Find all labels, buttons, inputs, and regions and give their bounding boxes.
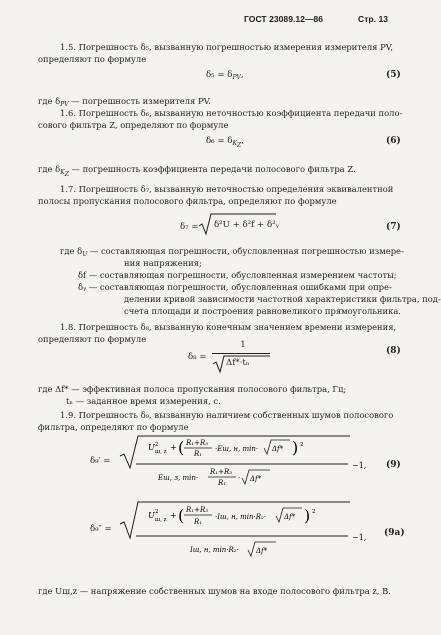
where-9: где Uш,z — напряжение собственных шумов на входе полосового фильтра z, В.	[38, 586, 391, 596]
equation-9a-lhs: δ₉″ =	[90, 524, 112, 534]
svg-text:2: 2	[155, 509, 159, 515]
svg-text:2: 2	[300, 442, 304, 448]
svg-text:(: (	[178, 438, 185, 457]
para-1-5-line1: 1.5. Погрешность δ₅, вызванную погрешностью измерения измерителя PV,	[60, 42, 393, 52]
equation-6: $\delta_6 = \delta_{K_Z}$,	[206, 136, 244, 149]
svg-text:(: (	[178, 506, 185, 525]
where-7-f: δf — составляющая погрешности, обусловленная измерением частоты;	[78, 270, 397, 280]
svg-text:+: +	[170, 443, 177, 452]
equation-8-number: (8)	[386, 346, 401, 356]
svg-text:2: 2	[155, 442, 159, 448]
para-1-8-line1: 1.8. Погрешность δ₈, вызванную конечным значением времени измерения,	[60, 322, 397, 332]
page-number: Стр. 13	[358, 14, 388, 24]
para-1-6-line1: 1.6. Погрешность δ₆, вызванную неточностью коэффициента передачи поло-	[60, 108, 403, 118]
svg-text:Δf*: Δf*	[272, 445, 284, 453]
svg-text:U: U	[148, 443, 155, 452]
para-1-5-line2: определяют по формуле	[38, 54, 147, 64]
equation-8-lhs: δ₈ =	[188, 352, 207, 362]
standard-number: ГОСТ 23089.12—86	[244, 14, 324, 24]
where-7-y-cont2: счета площади и построения равновеликого прямоугольника.	[124, 306, 401, 316]
where-8-t: tₙ — заданное время измерения, с.	[66, 396, 221, 406]
where-5: где $\delta_{PV}$ — погрешность измерителя PV.	[38, 96, 211, 108]
svg-text:R₁+R₃: R₁+R₃	[186, 506, 209, 514]
svg-text:ш, z: ш, z	[155, 517, 167, 523]
svg-text:·Iш, н, min·R₂·: ·Iш, н, min·R₂·	[215, 513, 267, 521]
equation-5: $\delta_5 = \delta_{PV}$,	[206, 70, 244, 81]
para-1-9-line1: 1.9. Погрешность δ₉, вызванную наличием собственных шумов полосового	[60, 410, 394, 420]
equation-9a-number: (9a)	[384, 528, 405, 538]
svg-text:2: 2	[312, 509, 316, 515]
equation-5-number: (5)	[386, 70, 401, 80]
where-7-y-cont1: делении кривой зависимости частотной характеристики фильтра, под-	[124, 294, 441, 304]
equation-9a-body	[118, 500, 367, 570]
svg-text:Δf*: Δf*	[250, 475, 262, 483]
equation-8-numerator: 1	[240, 340, 246, 350]
svg-text:Δf*: Δf*	[284, 513, 296, 521]
para-1-8-line2: определяют по формуле	[38, 334, 147, 344]
svg-text:Eш, з, min·: Eш, з, min·	[158, 474, 199, 482]
svg-text:Iш, н, min·R₂·: Iш, н, min·R₂·	[190, 546, 239, 554]
equation-9-number: (9)	[386, 460, 401, 470]
equation-7-radicand: δ²U + δ²f + δ²ᵧ	[214, 220, 279, 230]
para-1-7-line1: 1.7. Погрешность δ₇, вызванную неточностью определения эквивалентной	[60, 184, 394, 194]
equation-9-lhs: δ₉′ =	[90, 456, 111, 466]
svg-text:R₁: R₁	[194, 450, 203, 458]
svg-text:−1,: −1,	[352, 533, 367, 542]
equation-7-number: (7)	[386, 222, 401, 232]
svg-text:): )	[292, 438, 299, 457]
equation-8-denominator: Δf*·tₙ	[226, 358, 250, 368]
para-1-6-line2: сового фильтра Z, определяют по формуле	[38, 120, 229, 130]
svg-text:): )	[304, 506, 311, 525]
svg-text:U: U	[148, 511, 155, 520]
svg-text:R₁+R₃: R₁+R₃	[186, 439, 209, 447]
where-8-df: где Δf* — эффективная полоса пропускания полосового фильтра, Гц;	[38, 384, 347, 394]
svg-text:ш, z: ш, z	[155, 449, 167, 455]
where-7-y: δᵧ — составляющая погрешности, обусловленная ошибками при опре-	[78, 282, 392, 292]
svg-text:Δf*: Δf*	[256, 547, 268, 555]
svg-text:+: +	[170, 511, 177, 520]
where-7-u: где $\delta_U$ — составляющая погрешности, обусловленная погрешностью измере-	[60, 246, 404, 258]
equation-6-number: (6)	[386, 136, 401, 146]
svg-text:−1,: −1,	[352, 461, 367, 470]
where-6: где $\delta_{K_Z}$ — погрешность коэффициента передачи полосового фильтра Z.	[38, 164, 356, 178]
svg-text:R₁: R₁	[194, 518, 203, 526]
svg-text:·Eш, н, min·: ·Eш, н, min·	[215, 445, 259, 453]
svg-text:R₁: R₁	[218, 479, 227, 487]
where-7-u-cont: ния напряжения;	[124, 258, 202, 268]
equation-7-lhs: δ₇ =	[180, 222, 199, 232]
para-1-9-line2: фильтра, определяют по формуле	[38, 422, 189, 432]
equation-9-body	[118, 434, 367, 498]
svg-text:R₁+R₃: R₁+R₃	[210, 468, 233, 476]
para-1-7-line2: полосы пропускания полосового фильтра, определяют по формуле	[38, 196, 337, 206]
svg-text:·: ·	[238, 474, 241, 482]
